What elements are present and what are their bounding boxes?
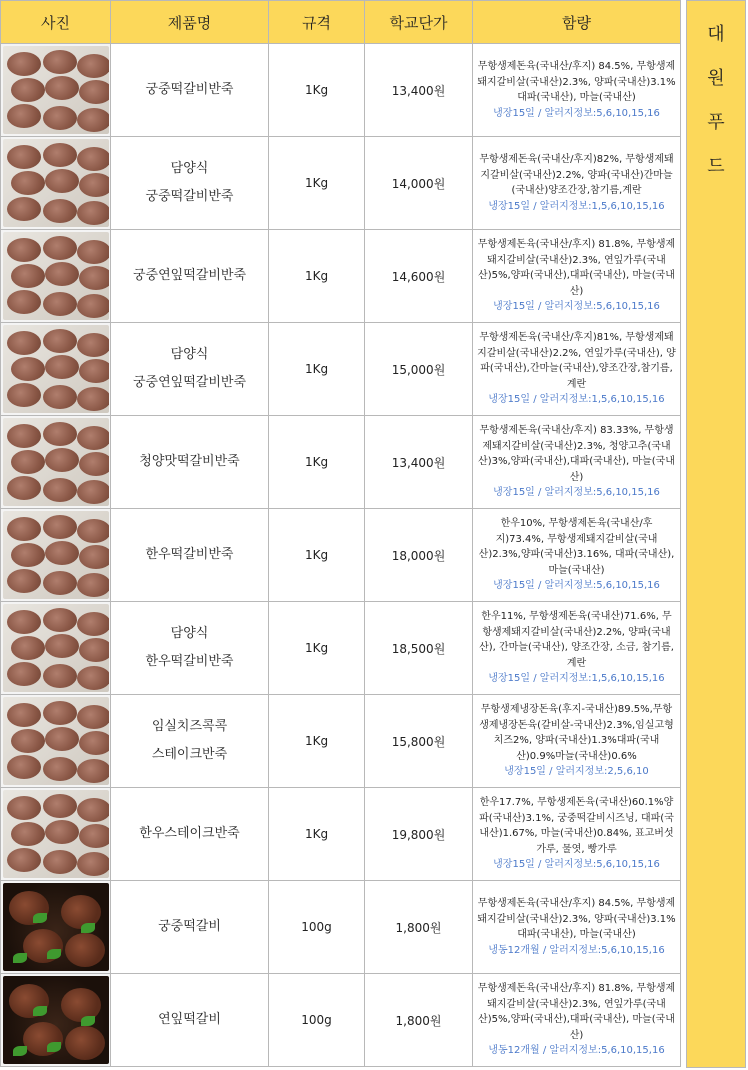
photo-cell — [1, 881, 111, 974]
patty-shape — [45, 541, 79, 565]
photo-cell — [1, 323, 111, 416]
spec-cell: 1Kg — [269, 137, 365, 230]
patty-shape — [77, 240, 109, 264]
patty-shape — [43, 850, 77, 874]
price-cell: 15,800원 — [365, 695, 473, 788]
product-name: 한우스테이크반죽 — [139, 826, 240, 841]
product-photo — [3, 139, 109, 227]
patty-shape — [7, 383, 41, 407]
patty-shape — [11, 543, 45, 567]
patty-shape — [61, 988, 101, 1022]
storage-allergy-text: 냉장15일 / 알러지정보:2,5,6,10 — [504, 766, 649, 778]
photo-cell — [1, 416, 111, 509]
patty-shape — [45, 355, 79, 379]
price-cell: 1,800원 — [365, 881, 473, 974]
price-cell: 15,000원 — [365, 323, 473, 416]
photo-cell — [1, 509, 111, 602]
garnish-leaf — [47, 1042, 61, 1052]
patty-shape — [79, 545, 109, 569]
product-photo — [3, 232, 109, 320]
patty-shape — [43, 757, 77, 781]
patty-shape — [45, 634, 79, 658]
name-cell — [111, 881, 269, 974]
spec-cell: 100g — [269, 974, 365, 1067]
ingredients-text: 한우10%, 무항생제돈육(국내산/후지)73.4%, 무항생제돼지갈비살(국내산)2.3%,양파(국내산)3.16%, 대파(국내산),마늘(국내산) — [478, 518, 675, 576]
ingredients-text: 무항생제돈육(국내산/후지) 84.5%, 무항생제돼지갈비살(국내산)2.3%, 양파(국내산)3.1%대파(국내산), 마늘(국내산) — [477, 898, 676, 940]
storage-allergy-text: 냉장15일 / 알러지정보:1,5,6,10,15,16 — [488, 673, 665, 685]
product-name: 한우떡갈비반죽 — [145, 547, 234, 562]
storage-allergy-text: 냉장15일 / 알러지정보:5,6,10,15,16 — [493, 301, 660, 313]
patty-shape — [77, 759, 109, 783]
ingredients-text: 무항생제돈육(국내산/후지) 81.8%, 무항생제돼지갈비살(국내산)2.3%, 연잎가루(국내산)5%,양파(국내산),대파(국내산), 마늘(국내산) — [477, 983, 676, 1041]
product-photo — [3, 790, 109, 878]
garnish-leaf — [81, 1016, 95, 1026]
price-cell: 14,600원 — [365, 230, 473, 323]
patty-shape — [7, 104, 41, 128]
patty-shape — [43, 515, 77, 539]
table-row — [1, 695, 681, 788]
patty-shape — [43, 106, 77, 130]
patty-shape — [77, 387, 109, 411]
patty-shape — [45, 169, 79, 193]
product-photo — [3, 325, 109, 413]
name-cell — [111, 137, 269, 230]
patty-shape — [77, 666, 109, 690]
price-cell: 13,400원 — [365, 44, 473, 137]
garnish-leaf — [13, 953, 27, 963]
ingredients-text: 무항생제돈육(국내산/후지) 81.8%, 무항생제돼지갈비살(국내산)2.3%, 연잎가루(국내산)5%,양파(국내산),대파(국내산), 마늘(국내산) — [477, 239, 676, 297]
table-row — [1, 323, 681, 416]
product-photo — [3, 46, 109, 134]
garnish-leaf — [33, 913, 47, 923]
patty-shape — [7, 569, 41, 593]
storage-allergy-text: 냉장15일 / 알러지정보:5,6,10,15,16 — [493, 487, 660, 499]
photo-cell — [1, 974, 111, 1067]
patty-shape — [77, 705, 109, 729]
name-cell — [111, 44, 269, 137]
spec-cell: 100g — [269, 881, 365, 974]
patty-shape — [79, 452, 109, 476]
product-name: 궁중연잎떡갈비반죽 — [132, 375, 247, 390]
spec-cell: 1Kg — [269, 695, 365, 788]
patty-shape — [7, 755, 41, 779]
patty-shape — [7, 703, 41, 727]
name-cell — [111, 416, 269, 509]
patty-shape — [7, 197, 41, 221]
patty-shape — [7, 52, 41, 76]
photo-cell — [1, 230, 111, 323]
photo-cell — [1, 44, 111, 137]
ingredients-cell — [473, 137, 681, 230]
patty-shape — [7, 238, 41, 262]
ingredients-cell — [473, 881, 681, 974]
garnish-leaf — [47, 949, 61, 959]
photo-cell — [1, 602, 111, 695]
spec-cell: 1Kg — [269, 509, 365, 602]
product-photo — [3, 511, 109, 599]
patty-shape — [77, 333, 109, 357]
product-name: 담양식 — [170, 161, 209, 176]
product-name: 궁중떡갈비반죽 — [145, 82, 234, 97]
patty-shape — [7, 610, 41, 634]
product-name: 청양맛떡갈비반죽 — [139, 454, 240, 469]
name-cell — [111, 323, 269, 416]
product-name: 임실치즈콕콕 — [151, 719, 228, 734]
patty-shape — [43, 385, 77, 409]
patty-shape — [43, 329, 77, 353]
patty-shape — [61, 895, 101, 929]
patty-shape — [43, 571, 77, 595]
ingredients-text: 한우11%, 무항생제돈육(국내산)71.6%, 무항생제돼지갈비살(국내산)2.2%, 양파(국내산), 간마늘(국내산), 양조간장, 소금, 참기름, 계란 — [479, 611, 674, 669]
patty-shape — [7, 796, 41, 820]
patty-shape — [79, 731, 109, 755]
garnish-leaf — [81, 923, 95, 933]
side-char: 대 — [707, 24, 725, 45]
storage-allergy-text: 냉동12개월 / 알러지정보:5,6,10,15,16 — [488, 1045, 665, 1057]
patty-shape — [77, 147, 109, 171]
ingredients-cell — [473, 974, 681, 1067]
patty-shape — [45, 727, 79, 751]
ingredients-text: 무항생제돈육(국내산/후지)82%, 무항생제돼지갈비살(국내산)2.2%, 양파(국내산)간마늘(국내산)양조간장,참기름,계란 — [479, 154, 674, 196]
side-char: 푸 — [707, 112, 725, 133]
storage-allergy-text: 냉동12개월 / 알러지정보:5,6,10,15,16 — [488, 944, 665, 956]
header-spec: 규격 — [269, 1, 365, 44]
ingredients-cell — [473, 788, 681, 881]
table-row — [1, 230, 681, 323]
patty-shape — [45, 448, 79, 472]
patty-shape — [43, 236, 77, 260]
product-name: 담양식 — [170, 626, 209, 641]
patty-shape — [77, 54, 109, 78]
patty-shape — [43, 422, 77, 446]
table-row — [1, 416, 681, 509]
spec-cell: 1Kg — [269, 323, 365, 416]
patty-shape — [43, 794, 77, 818]
ingredients-text: 무항생제냉장돈육(후지-국내산)89.5%,무항생제냉장돈육(갈비살-국내산)2.3%,임실고형치즈2%, 양파(국내산)1.3%대파(국내산)0.9%마늘(국내산)0.6% — [479, 704, 674, 762]
patty-shape — [77, 612, 109, 636]
patty-shape — [7, 145, 41, 169]
spec-cell: 1Kg — [269, 602, 365, 695]
patty-shape — [43, 50, 77, 74]
patty-shape — [11, 78, 45, 102]
patty-shape — [45, 820, 79, 844]
patty-shape — [11, 264, 45, 288]
photo-cell — [1, 788, 111, 881]
patty-shape — [79, 80, 109, 104]
product-name: 궁중연잎떡갈비반죽 — [132, 268, 247, 283]
table-row — [1, 602, 681, 695]
name-cell — [111, 509, 269, 602]
product-photo — [3, 418, 109, 506]
price-cell: 18,500원 — [365, 602, 473, 695]
patty-shape — [11, 822, 45, 846]
storage-allergy-text: 냉장15일 / 알러지정보:5,6,10,15,16 — [493, 859, 660, 871]
patty-shape — [7, 517, 41, 541]
patty-shape — [11, 450, 45, 474]
patty-shape — [43, 608, 77, 632]
product-photo — [3, 976, 109, 1064]
product-photo — [3, 604, 109, 692]
patty-shape — [7, 476, 41, 500]
storage-allergy-text: 냉장15일 / 알러지정보:5,6,10,15,16 — [493, 580, 660, 592]
patty-shape — [43, 199, 77, 223]
name-cell — [111, 230, 269, 323]
patty-shape — [77, 480, 109, 504]
ingredients-cell — [473, 695, 681, 788]
patty-shape — [43, 701, 77, 725]
patty-shape — [11, 729, 45, 753]
product-name: 스테이크반죽 — [151, 747, 228, 762]
name-cell — [111, 788, 269, 881]
spec-cell: 1Kg — [269, 44, 365, 137]
price-cell: 1,800원 — [365, 974, 473, 1067]
patty-shape — [11, 357, 45, 381]
price-cell: 13,400원 — [365, 416, 473, 509]
product-name: 담양식 — [170, 347, 209, 362]
table-row — [1, 137, 681, 230]
patty-shape — [7, 662, 41, 686]
patty-shape — [79, 359, 109, 383]
patty-shape — [79, 824, 109, 848]
patty-shape — [77, 798, 109, 822]
product-name: 연잎떡갈비 — [158, 1012, 221, 1027]
storage-allergy-text: 냉장15일 / 알러지정보:1,5,6,10,15,16 — [488, 394, 665, 406]
name-cell — [111, 974, 269, 1067]
product-name: 궁중떡갈비 — [158, 919, 221, 934]
ingredients-cell — [473, 416, 681, 509]
patty-shape — [11, 171, 45, 195]
table-row — [1, 974, 681, 1067]
patty-shape — [77, 201, 109, 225]
header-price: 학교단가 — [365, 1, 473, 44]
photo-cell — [1, 137, 111, 230]
price-cell: 18,000원 — [365, 509, 473, 602]
side-char: 드 — [707, 156, 725, 177]
patty-shape — [77, 426, 109, 450]
patty-shape — [77, 573, 109, 597]
header-ingredients: 함량 — [473, 1, 681, 44]
name-cell — [111, 602, 269, 695]
patty-shape — [77, 852, 109, 876]
patty-shape — [43, 143, 77, 167]
patty-shape — [79, 266, 109, 290]
price-cell: 14,000원 — [365, 137, 473, 230]
patty-shape — [77, 294, 109, 318]
patty-shape — [7, 424, 41, 448]
patty-shape — [65, 1026, 105, 1060]
header-name: 제품명 — [111, 1, 269, 44]
ingredients-text: 무항생제돈육(국내산/후지) 83.33%, 무항생제돼지갈비살(국내산)2.3%, 청양고추(국내산)3%,양파(국내산),대파(국내산), 마늘(국내산) — [478, 425, 675, 483]
ingredients-text: 무항생제돈육(국내산/후지) 84.5%, 무항생제돼지갈비살(국내산)2.3%, 양파(국내산)3.1%대파(국내산), 마늘(국내산) — [477, 61, 676, 103]
side-char: 원 — [707, 68, 725, 89]
product-name: 궁중떡갈비반죽 — [145, 189, 234, 204]
patty-shape — [45, 76, 79, 100]
patty-shape — [65, 933, 105, 967]
table-row — [1, 881, 681, 974]
ingredients-text: 무항생제돈육(국내산/후지)81%, 무항생제돼지갈비살(국내산)2.2%, 연잎가루(국내산), 양파(국내산),간마늘(국내산),양조간장,참기름,계란 — [477, 332, 676, 390]
name-cell — [111, 695, 269, 788]
patty-shape — [77, 519, 109, 543]
product-photo — [3, 883, 109, 971]
garnish-leaf — [33, 1006, 47, 1016]
patty-shape — [7, 848, 41, 872]
patty-shape — [43, 292, 77, 316]
table-row — [1, 788, 681, 881]
patty-shape — [79, 173, 109, 197]
storage-allergy-text: 냉장15일 / 알러지정보:1,5,6,10,15,16 — [488, 200, 665, 212]
ingredients-cell — [473, 44, 681, 137]
storage-allergy-text: 냉장15일 / 알러지정보:5,6,10,15,16 — [493, 107, 660, 119]
price-cell: 19,800원 — [365, 788, 473, 881]
header-photo: 사진 — [1, 1, 111, 44]
patty-shape — [7, 290, 41, 314]
product-name: 한우떡갈비반죽 — [145, 654, 234, 669]
header-row — [1, 1, 681, 44]
patty-shape — [43, 664, 77, 688]
ingredients-cell — [473, 323, 681, 416]
ingredients-text: 한우17.7%, 무항생제돈육(국내산)60.1%양파(국내산)3.1%, 궁중떡갈비시즈닝, 대파(국내산)1.67%, 마늘(국내산)0.84%, 표고버섯가루, 물엿, 빵가루 — [479, 797, 674, 855]
patty-shape — [45, 262, 79, 286]
ingredients-cell — [473, 602, 681, 695]
ingredients-cell — [473, 230, 681, 323]
spec-cell: 1Kg — [269, 416, 365, 509]
photo-cell — [1, 695, 111, 788]
patty-shape — [79, 638, 109, 662]
spec-cell: 1Kg — [269, 788, 365, 881]
spec-cell: 1Kg — [269, 230, 365, 323]
ingredients-cell — [473, 509, 681, 602]
garnish-leaf — [13, 1046, 27, 1056]
product-photo — [3, 697, 109, 785]
patty-shape — [43, 478, 77, 502]
patty-shape — [77, 108, 109, 132]
patty-shape — [7, 331, 41, 355]
table-row — [1, 44, 681, 137]
table-row — [1, 509, 681, 602]
brand-side-label — [686, 0, 746, 1068]
patty-shape — [11, 636, 45, 660]
